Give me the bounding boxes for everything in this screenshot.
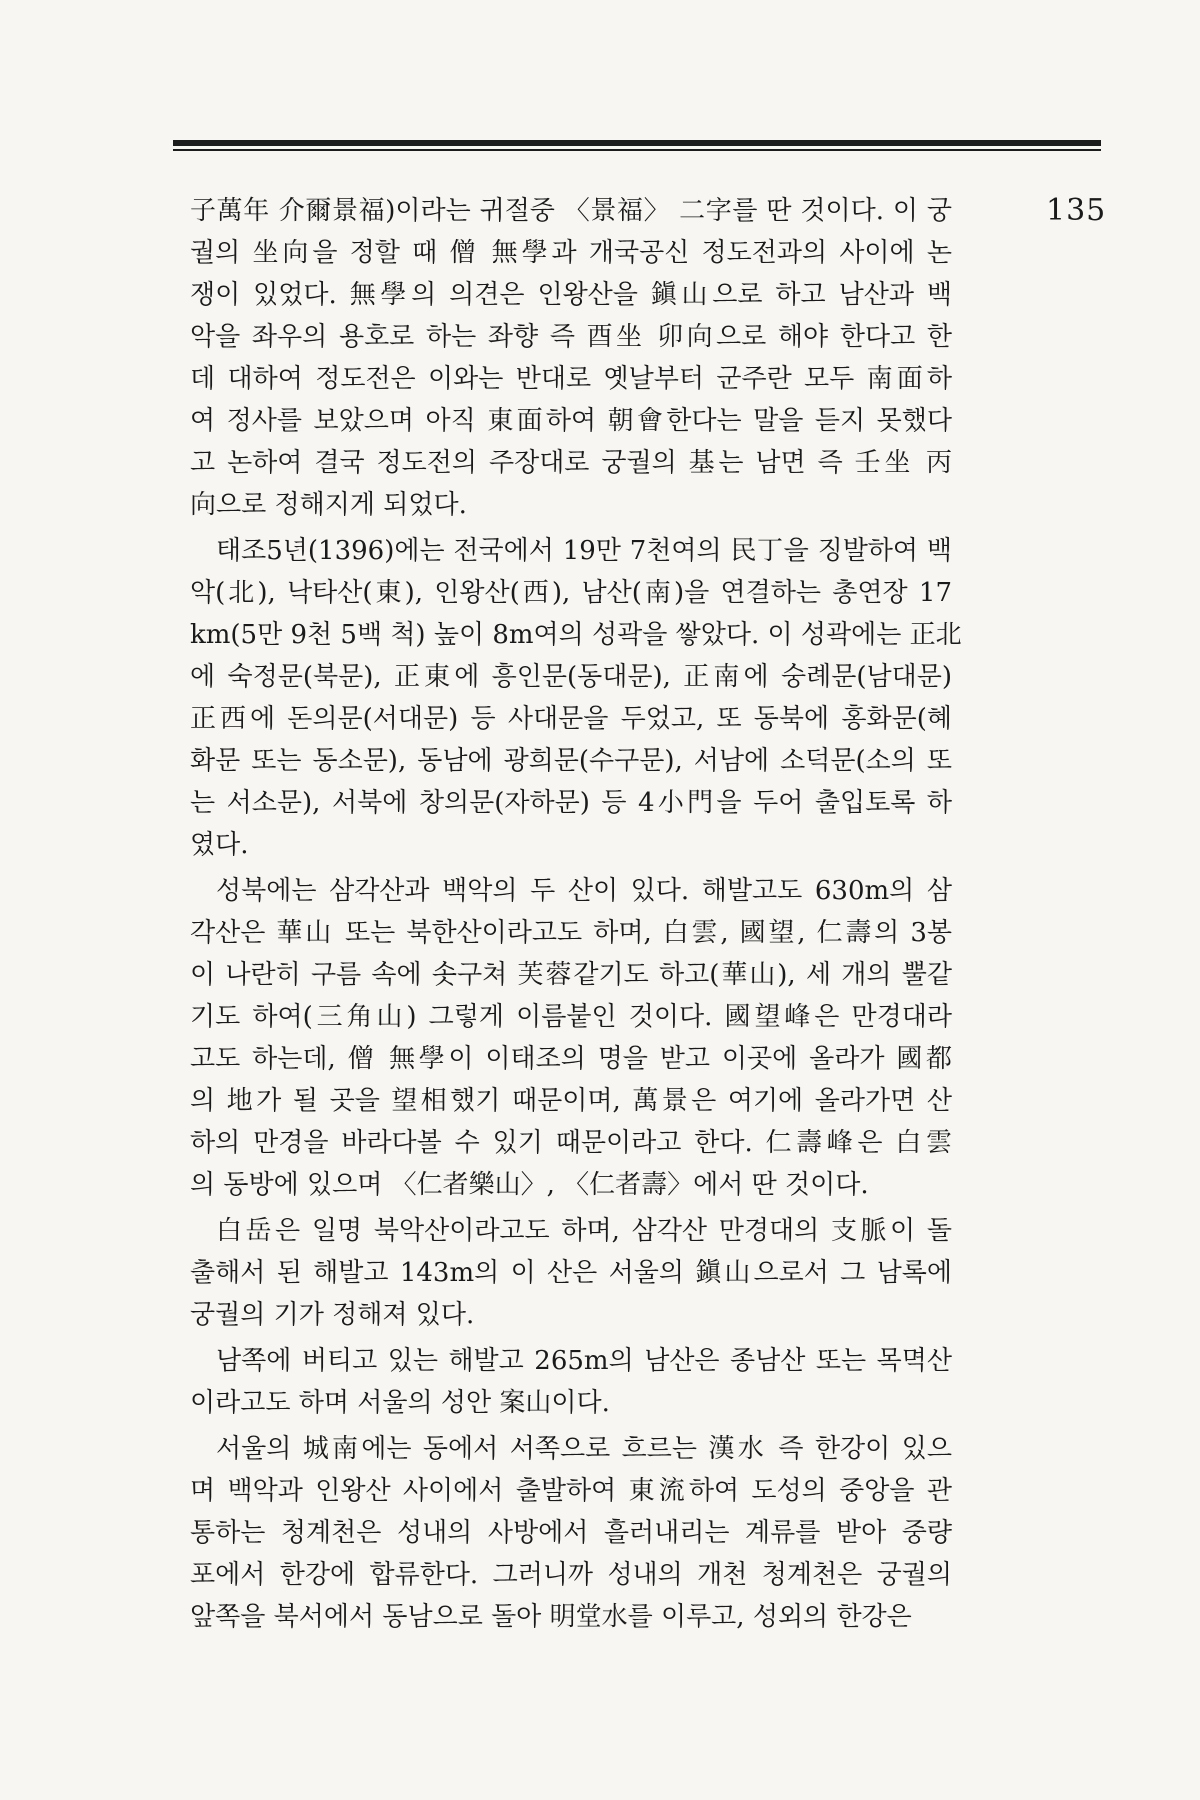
text-line: 며 백악과 인왕산 사이에서 출발하여 東流하여 도성의 중앙을 관 <box>190 1476 952 1506</box>
text-line: 子萬年 介爾景福)이라는 귀절중 〈景福〉 二字를 딴 것이다. 이 궁 <box>190 196 952 226</box>
text-line: 악을 좌우의 용호로 하는 좌향 즉 酉坐 卯向으로 해야 한다고 한 <box>190 322 952 352</box>
text-line: 태조5년(1396)에는 전국에서 19만 7천여의 民丁을 징발하여 백 <box>216 536 952 566</box>
text-line: km(5만 9천 5백 척) 높이 8m여의 성곽을 쌓았다. 이 성곽에는 正北 <box>190 620 962 650</box>
text-line: 성북에는 삼각산과 백악의 두 산이 있다. 해발고도 630m의 삼 <box>216 876 952 906</box>
paragraph <box>190 1428 952 1638</box>
text-line: 각산은 華山 또는 북한산이라고도 하며, 白雲, 國望, 仁壽의 3봉 <box>190 918 952 948</box>
text-line: 서울의 城南에는 동에서 서쪽으로 흐르는 漢水 즉 한강이 있으 <box>216 1434 952 1464</box>
header-rule <box>173 140 1101 151</box>
body-text <box>190 190 962 1642</box>
text-line: 쟁이 있었다. 無學의 의견은 인왕산을 鎭山으로 하고 남산과 백 <box>190 280 952 310</box>
text-line: 궐의 坐向을 정할 때 僧 無學과 개국공신 정도전과의 사이에 논 <box>190 238 952 268</box>
text-line: 출해서 된 해발고 143m의 이 산은 서울의 鎭山으로서 그 남록에 <box>190 1258 952 1288</box>
text-line: 앞쪽을 북서에서 동남으로 돌아 明堂水를 이루고, 성외의 한강은 <box>190 1602 912 1632</box>
text-line: 의 地가 될 곳을 望相했기 때문이며, 萬景은 여기에 올라가면 산 <box>190 1086 952 1116</box>
text-line: 데 대하여 정도전은 이와는 반대로 옛날부터 군주란 모두 南面하 <box>190 364 952 394</box>
text-line: 白岳은 일명 북악산이라고도 하며, 삼각산 만경대의 支脈이 돌 <box>216 1216 952 1246</box>
header-rule-thick <box>173 140 1101 146</box>
text-line: 였다. <box>190 830 249 860</box>
paragraph <box>190 1210 952 1336</box>
text-line: 向으로 정해지게 되었다. <box>190 490 467 520</box>
paragraph <box>190 1340 952 1424</box>
text-line: 正西에 돈의문(서대문) 등 사대문을 두었고, 또 동북에 홍화문(혜 <box>190 704 952 734</box>
text-line: 통하는 청계천은 성내의 사방에서 흘러내리는 계류를 받아 중량 <box>190 1518 952 1548</box>
header-rule-thin <box>173 149 1101 151</box>
text-line: 기도 하여(三角山) 그렇게 이름붙인 것이다. 國望峰은 만경대라 <box>190 1002 952 1032</box>
paragraph <box>190 190 952 526</box>
text-line: 하의 만경을 바라다볼 수 있기 때문이라고 한다. 仁壽峰은 白雲 <box>190 1128 952 1158</box>
text-line: 이 나란히 구름 속에 솟구쳐 芙蓉같기도 하고(華山), 세 개의 뿔같 <box>190 960 952 990</box>
text-line: 는 서소문), 서북에 창의문(자하문) 등 4小門을 두어 출입토록 하 <box>190 788 952 818</box>
text-line: 이라고도 하며 서울의 성안 案山이다. <box>190 1388 610 1418</box>
text-line: 남쪽에 버티고 있는 해발고 265m의 남산은 종남산 또는 목멱산 <box>216 1346 952 1376</box>
text-line: 궁궐의 기가 정해져 있다. <box>190 1300 475 1330</box>
text-line: 여 정사를 보았으며 아직 東面하여 朝會한다는 말을 듣지 못했다 <box>190 406 952 436</box>
text-line: 고 논하여 결국 정도전의 주장대로 궁궐의 基는 남면 즉 壬坐 丙 <box>190 448 952 478</box>
text-line: 의 동방에 있으며 〈仁者樂山〉, 〈仁者壽〉에서 딴 것이다. <box>190 1170 869 1200</box>
paragraph <box>190 530 962 866</box>
text-line: 포에서 한강에 합류한다. 그러니까 성내의 개천 청계천은 궁궐의 <box>190 1560 952 1590</box>
paragraph <box>190 870 952 1206</box>
text-line: 고도 하는데, 僧 無學이 이태조의 명을 받고 이곳에 올라가 國都 <box>190 1044 952 1074</box>
text-line: 에 숙정문(북문), 正東에 흥인문(동대문), 正南에 숭례문(남대문) <box>190 662 952 692</box>
text-line: 화문 또는 동소문), 동남에 광희문(수구문), 서남에 소덕문(소의 또 <box>190 746 952 776</box>
text-line: 악(北), 낙타산(東), 인왕산(西), 남산(南)을 연결하는 총연장 17 <box>190 578 952 608</box>
page-number: 135 <box>1046 193 1107 228</box>
